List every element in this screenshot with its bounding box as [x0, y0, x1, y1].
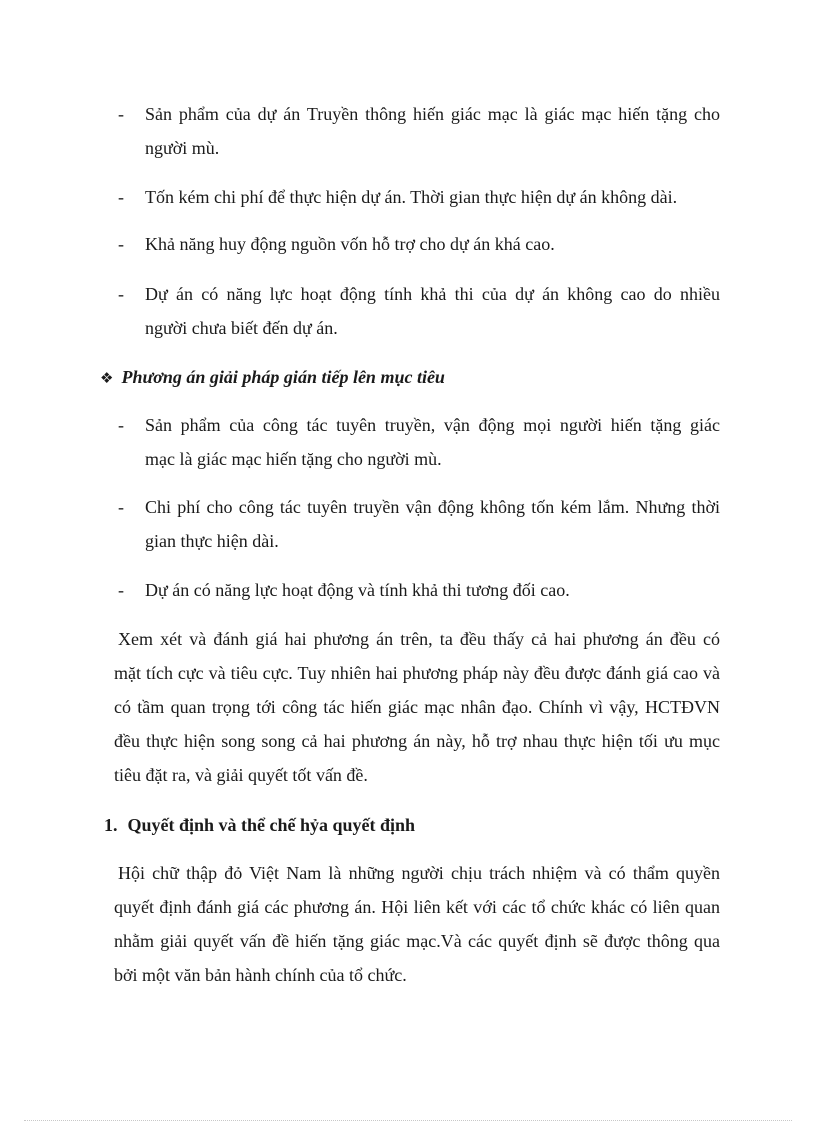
bullet-dash: -: [118, 284, 124, 304]
list-item-line: người chưa biết đến dự án.: [145, 318, 338, 338]
subheading: [100, 362, 445, 393]
list-item-line: Sản phẩm của dự án Truyền thông hiến giác mạc là giác mạc hiến tặng cho: [145, 104, 720, 124]
list-item-line: Sản phẩm của công tác tuyên truyền, vận động mọi người hiến tặng giác: [145, 415, 720, 435]
bullet-dash: -: [118, 580, 124, 600]
decision-paragraph: [114, 856, 720, 992]
diamond-bullet-icon: ❖: [100, 369, 114, 387]
bullet-dash: -: [118, 497, 124, 517]
bullet-dash: -: [118, 187, 124, 207]
list-item-line: người mù.: [145, 138, 220, 158]
paragraph-line: Hội chữ thập đỏ Việt Nam là những người chịu trách nhiệm và có thẩm quyền: [118, 863, 720, 883]
paragraph-line: mặt tích cực và tiêu cực. Tuy nhiên hai phương pháp này đều được đánh giá cao và: [114, 663, 720, 683]
section-heading: [104, 809, 415, 841]
bullet-dash: -: [118, 415, 124, 435]
list-item-line: Dự án có năng lực hoạt động và tính khả thi tương đối cao.: [145, 580, 570, 600]
page-bottom-divider: [24, 1120, 792, 1121]
section-number: 1.: [104, 815, 118, 835]
bullet-dash: -: [118, 104, 124, 124]
paragraph-line: tiêu đặt ra, và giải quyết tốt vấn đề.: [114, 765, 368, 785]
list-item-line: gian thực hiện dài.: [145, 531, 279, 551]
list-item-line: Chi phí cho công tác tuyên truyền vận động không tốn kém lắm. Nhưng thời: [145, 497, 720, 517]
paragraph-line: nhằm giải quyết vấn đề hiến tặng giác mạc.Và các quyết định sẽ được thông qua: [114, 931, 720, 951]
section-title: Quyết định và thể chế hỷa quyết định: [127, 815, 416, 835]
paragraph-line: có tầm quan trọng tới công tác hiến giác mạc nhân đạo. Chính vì vậy, HCTĐVN: [114, 697, 720, 717]
list-item-line: Dự án có năng lực hoạt động tính khả thi của dự án không cao do nhiều: [145, 284, 720, 304]
list-item-line: Tốn kém chi phí để thực hiện dự án. Thời gian thực hiện dự án không dài.: [145, 187, 678, 207]
paragraph-line: Xem xét và đánh giá hai phương án trên, ta đều thấy cả hai phương án đều có: [118, 629, 720, 649]
bullet-dash: -: [118, 234, 124, 254]
subheading-text: Phương án giải pháp gián tiếp lên mục tiêu: [121, 367, 445, 387]
paragraph-line: bởi một văn bản hành chính của tổ chức.: [114, 965, 407, 985]
list-item-line: mạc là giác mạc hiến tặng cho người mù.: [145, 449, 442, 469]
paragraph-line: đều thực hiện song song cả hai phương án này, hỗ trợ nhau thực hiện tối ưu mục: [114, 731, 720, 751]
paragraph-line: quyết định đánh giá các phương án. Hội liên kết với các tổ chức khác có liên quan: [114, 897, 720, 917]
evaluation-paragraph: [114, 622, 720, 792]
list-item-line: Khả năng huy động nguồn vốn hỗ trợ cho dự án khá cao.: [145, 234, 555, 254]
